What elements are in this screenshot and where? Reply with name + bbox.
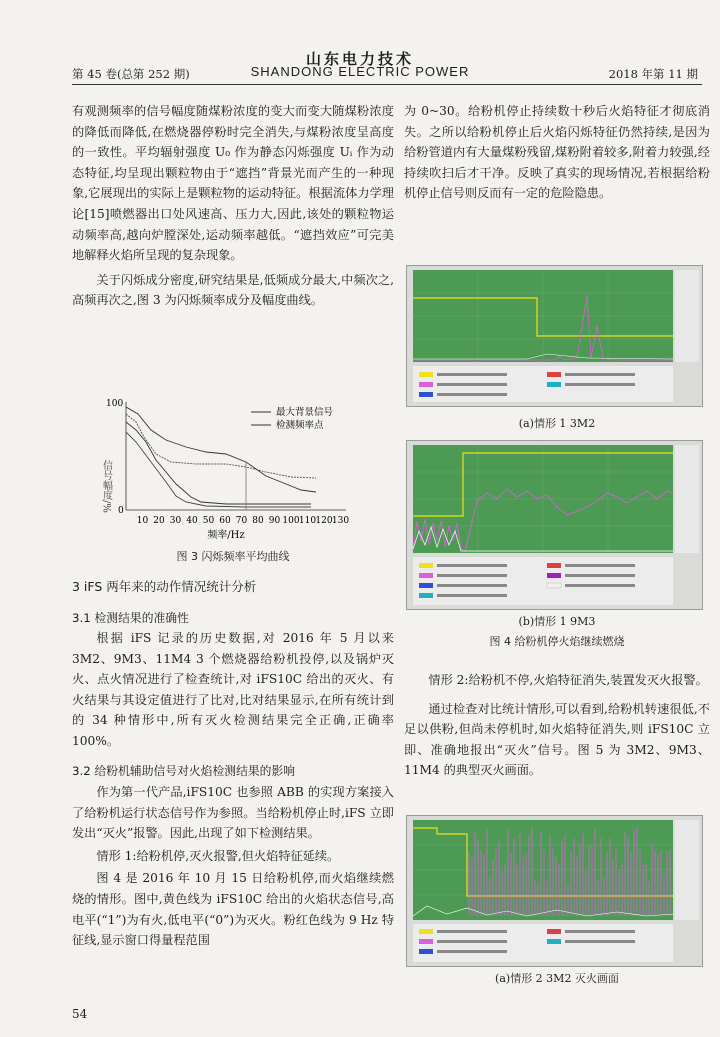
figure-3-caption: 图 3 闪烁频率平均曲线 (176, 550, 290, 563)
legend-panel (675, 445, 699, 553)
ytick-100: 100 (106, 399, 124, 409)
paragraph: 为 0~30。给粉机停止持续数十秒后火焰特征才彻底消失。之所以给粉机停止后火焰闪烁特征仍然持续,是因为给粉管道内有大量煤粉残留,煤粉附着较多,附着力较强,经持续吹扫后才干净。反映了真实的现场情况,若根据给粉机停止信号则反而有一定的危险隐患。 (404, 104, 710, 201)
legend-panel (675, 270, 699, 362)
paragraph: 有观测频率的信号幅度随煤粉浓度的变大而变大随煤粉浓度的降低而降低,在燃烧器停粉时完全消失,与煤粉浓度呈高度的一致性。平均辐射强度 U₀ 作为静态闪烁强度 Uᵢ 作为动态特征,均呈现出颗粒物由于“遮挡”背景光而产生的一种现象,它展现出的实际上是颗粒物的运动特征。根据流体力学理论[15]喷燃器出口处风速高、压力大,因此,该处的颗粒物运动频率高,越向炉膛深处,运动频率越低。“遮挡效应”可完美地解释火焰所呈现的复杂现象。 (72, 104, 394, 263)
x-tick-label: 20 (153, 516, 165, 526)
figure-3-chart (96, 392, 356, 542)
figure-5a-screenshot (406, 815, 703, 967)
x-tick-label: 60 (219, 516, 231, 526)
section-3-2-text (72, 782, 394, 951)
y-axis-label: 信号幅度/% (100, 460, 112, 513)
section-3-1-text (72, 628, 394, 752)
x-tick-label: 130 (331, 516, 350, 526)
x-tick-label: 100 (282, 516, 300, 526)
paragraph: 图 4 是 2016 年 10 月 15 日给粉机停,而火焰继续燃烧的情形。图中,黄色线为 iFS10C 给出的火焰状态信号,高电平(“1”)为有火,低电平(“0”)为灭火。粉红色线为 9 Hz 特征线,显示窗口得量程范围 (72, 871, 394, 948)
x-tick-label: 50 (202, 516, 215, 526)
section-3-title: 3 iFS 两年来的动作情况统计分析 (72, 579, 257, 594)
x-tick-label: 110 (298, 516, 317, 526)
section-3-1-title: 3.1 检测结果的准确性 (72, 611, 189, 625)
page-number: 54 (72, 1007, 88, 1021)
paragraph: 情形 2:给粉机不停,火焰特征消失,装置发灭火报警。 (428, 673, 708, 687)
legend-panel (675, 820, 699, 920)
curve-4 (126, 432, 311, 507)
paragraph: 根据 iFS 记录的历史数据,对 2016 年 5 月以来 3M2、9M3、11M4 3 个燃烧器给粉机投停,以及锅炉灭火、点火情况进行了检查统计,对 iFS10C 给出的灭火、有火结果与其设定值进行了比对,比对结果显示,在所有统计到的 34 种情形中,所有灭火检测结果完全正确,正确率 100%。 (72, 631, 394, 748)
paragraph: 作为第一代产品,iFS10C 也参照 ABB 的实现方案接入了给粉机运行状态信号作为参照。当给粉机停止时,iFS 立即发出“灭火”报警。因此,出现了如下检测结果。 (72, 785, 394, 841)
figure-4b-screenshot (406, 440, 703, 610)
legend-label-2: 检测频率点 (276, 420, 324, 431)
paragraph: 情形 1:给粉机停,灭火报警,但火焰特征延续。 (96, 848, 340, 863)
x-tick-label: 80 (252, 516, 264, 526)
figure-4a-screenshot (406, 265, 703, 407)
x-tick-label: 90 (268, 516, 281, 526)
journal-title: 山东电力技术 (305, 50, 414, 68)
x-tick-label: 10 (136, 516, 149, 526)
figure-4a-caption: (a)情形 1 3M2 (518, 417, 596, 430)
case-2-text (404, 670, 710, 781)
issue-info: 2018 年第 11 期 (608, 67, 698, 81)
x-tick-label: 70 (235, 516, 248, 526)
right-column-text (404, 101, 710, 204)
figure-4-caption: 图 4 给粉机停火焰继续燃烧 (489, 635, 625, 648)
figure-5a-caption: (a)情形 2 3M2 灭火画面 (495, 972, 619, 985)
ytick-0: 0 (118, 506, 124, 516)
x-axis-label: 频率/Hz (207, 530, 245, 541)
volume-info: 第 45 卷(总第 252 期) (72, 67, 190, 81)
x-ticks (137, 516, 350, 526)
x-tick-label: 30 (169, 516, 182, 526)
journal-english-title: SHANDONG ELECTRIC POWER (250, 64, 470, 79)
left-column-text (72, 101, 394, 311)
paragraph: 关于闪烁成分密度,研究结果是,低频成分最大,中频次之,高频再次之,图 3 为闪烁频率成分及幅度曲线。 (72, 272, 394, 308)
section-3-2-title: 3.2 给粉机辅助信号对火焰检测结果的影响 (72, 764, 296, 778)
x-tick-label: 120 (315, 516, 333, 526)
paragraph: 通过检查对比统计情形,可以看到,给粉机转速很低,不足以供粉,但尚未停机时,如火焰特征消失,则 iFS10C 立即、准确地报出“灭火”信号。图 5 为 3M2、9M3、11M4 的典型灭火画面。 (404, 701, 710, 778)
legend-label-1: 最大背景信号 (276, 407, 334, 418)
curve-3 (126, 422, 311, 504)
x-tick-label: 40 (186, 516, 198, 526)
header-rule (72, 84, 702, 85)
figure-4b-caption: (b)情形 1 9M3 (518, 615, 596, 628)
